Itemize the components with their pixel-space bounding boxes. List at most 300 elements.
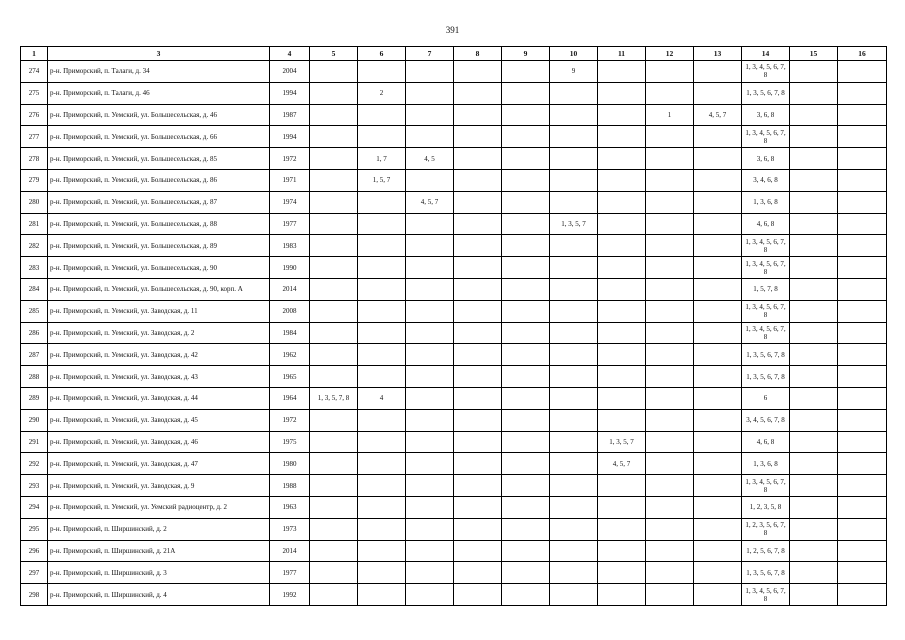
- table-cell: [310, 366, 358, 388]
- table-cell: [358, 540, 406, 562]
- table-cell: [454, 366, 502, 388]
- table-cell: [406, 126, 454, 148]
- column-header: 4: [270, 47, 310, 61]
- year-cell: 2014: [270, 278, 310, 300]
- table-cell: [838, 104, 887, 126]
- table-cell: [646, 584, 694, 606]
- address-cell: р-н. Приморский, п. Уемский, ул. Большесельская, д. 86: [48, 169, 270, 191]
- table-cell: 1, 3, 4, 5, 6, 7, 8: [742, 257, 790, 279]
- table-cell: 1, 2, 3, 5, 6, 7, 8: [742, 518, 790, 540]
- table-cell: [838, 82, 887, 104]
- table-row: [21, 126, 887, 148]
- table-cell: [838, 235, 887, 257]
- year-cell: 1975: [270, 431, 310, 453]
- table-cell: [790, 366, 838, 388]
- table-cell: [454, 387, 502, 409]
- table-cell: [502, 453, 550, 475]
- table-row: [21, 148, 887, 170]
- table-cell: [406, 562, 454, 584]
- table-cell: [454, 169, 502, 191]
- address-cell: р-н. Приморский, п. Уемский, ул. Большесельская, д. 87: [48, 191, 270, 213]
- column-header: 7: [406, 47, 454, 61]
- table-cell: 1, 3, 5, 6, 7, 8: [742, 366, 790, 388]
- year-cell: 2004: [270, 61, 310, 83]
- table-cell: 4, 6, 8: [742, 431, 790, 453]
- table-cell: 1, 3, 6, 8: [742, 453, 790, 475]
- table-cell: [454, 409, 502, 431]
- row-number-cell: 294: [21, 496, 48, 518]
- table-cell: [838, 409, 887, 431]
- table-cell: [598, 104, 646, 126]
- table-cell: [310, 518, 358, 540]
- row-number-cell: 279: [21, 169, 48, 191]
- year-cell: 1974: [270, 191, 310, 213]
- table-cell: [838, 126, 887, 148]
- table-cell: [310, 82, 358, 104]
- table-cell: [694, 475, 742, 497]
- table-cell: [502, 104, 550, 126]
- table-cell: [790, 82, 838, 104]
- table-cell: [406, 409, 454, 431]
- table-cell: [694, 126, 742, 148]
- table-cell: [790, 344, 838, 366]
- table-cell: [790, 257, 838, 279]
- row-number-cell: 287: [21, 344, 48, 366]
- table-cell: 1, 5, 7: [358, 169, 406, 191]
- year-cell: 2014: [270, 540, 310, 562]
- table-cell: [838, 344, 887, 366]
- table-row: [21, 584, 887, 606]
- column-header: 8: [454, 47, 502, 61]
- table-row: [21, 431, 887, 453]
- table-cell: 1, 2, 3, 5, 8: [742, 496, 790, 518]
- address-cell: р-н. Приморский, п. Уемский, ул. Большесельская, д. 85: [48, 148, 270, 170]
- table-cell: [838, 213, 887, 235]
- column-header: 11: [598, 47, 646, 61]
- table-cell: [358, 431, 406, 453]
- table-cell: [406, 496, 454, 518]
- table-cell: [790, 540, 838, 562]
- table-cell: [790, 409, 838, 431]
- table-cell: [406, 82, 454, 104]
- row-number-cell: 283: [21, 257, 48, 279]
- table-cell: [454, 257, 502, 279]
- table-cell: 9: [550, 61, 598, 83]
- row-number-cell: 276: [21, 104, 48, 126]
- table-row: [21, 191, 887, 213]
- column-header: 3: [48, 47, 270, 61]
- table-cell: [502, 584, 550, 606]
- table-cell: [646, 344, 694, 366]
- table-cell: [358, 496, 406, 518]
- table-cell: [406, 300, 454, 322]
- table-cell: [694, 169, 742, 191]
- table-row: [21, 366, 887, 388]
- table-cell: [550, 104, 598, 126]
- row-number-cell: 290: [21, 409, 48, 431]
- table-row: [21, 409, 887, 431]
- column-header: 1: [21, 47, 48, 61]
- table-cell: [694, 213, 742, 235]
- table-cell: [310, 257, 358, 279]
- table-cell: 4: [358, 387, 406, 409]
- table-row: [21, 344, 887, 366]
- table-cell: [406, 366, 454, 388]
- table-cell: 4, 6, 8: [742, 213, 790, 235]
- table-cell: [454, 475, 502, 497]
- table-cell: [598, 82, 646, 104]
- table-cell: [694, 431, 742, 453]
- table-cell: [358, 562, 406, 584]
- table-cell: [454, 191, 502, 213]
- table-cell: [790, 496, 838, 518]
- table-cell: [598, 235, 646, 257]
- table-cell: [790, 453, 838, 475]
- table-cell: 1, 3, 5, 6, 7, 8: [742, 82, 790, 104]
- table-cell: [406, 61, 454, 83]
- table-cell: [454, 496, 502, 518]
- table-row: [21, 82, 887, 104]
- table-cell: [598, 344, 646, 366]
- address-cell: р-н. Приморский, п. Ширшинский, д. 4: [48, 584, 270, 606]
- table-cell: [598, 257, 646, 279]
- table-cell: [358, 300, 406, 322]
- address-cell: р-н. Приморский, п. Ширшинский, д. 3: [48, 562, 270, 584]
- table-cell: [310, 540, 358, 562]
- table-cell: [502, 126, 550, 148]
- table-cell: [694, 344, 742, 366]
- table-cell: 3, 4, 6, 8: [742, 169, 790, 191]
- row-number-cell: 293: [21, 475, 48, 497]
- table-cell: [310, 235, 358, 257]
- table-cell: 1, 3, 4, 5, 6, 7, 8: [742, 322, 790, 344]
- row-number-cell: 297: [21, 562, 48, 584]
- table-cell: [406, 322, 454, 344]
- table-cell: [694, 496, 742, 518]
- year-cell: 1987: [270, 104, 310, 126]
- table-cell: [598, 518, 646, 540]
- table-cell: [454, 235, 502, 257]
- table-cell: 4, 5, 7: [406, 191, 454, 213]
- table-cell: [646, 61, 694, 83]
- table-cell: [310, 496, 358, 518]
- row-number-cell: 278: [21, 148, 48, 170]
- table-cell: [838, 169, 887, 191]
- table-cell: 1: [646, 104, 694, 126]
- table-cell: [310, 562, 358, 584]
- table-row: [21, 104, 887, 126]
- table-cell: [454, 61, 502, 83]
- table-cell: [310, 213, 358, 235]
- year-cell: 1972: [270, 409, 310, 431]
- table-cell: [646, 148, 694, 170]
- table-row: [21, 453, 887, 475]
- table-cell: [406, 518, 454, 540]
- table-row: [21, 278, 887, 300]
- table-row: [21, 562, 887, 584]
- table-cell: [598, 213, 646, 235]
- year-cell: 1971: [270, 169, 310, 191]
- table-cell: [550, 300, 598, 322]
- table-cell: [694, 584, 742, 606]
- table-cell: [790, 387, 838, 409]
- table-cell: [358, 278, 406, 300]
- table-cell: [310, 169, 358, 191]
- table-cell: [694, 387, 742, 409]
- table-cell: 1, 3, 4, 5, 6, 7, 8: [742, 584, 790, 606]
- address-cell: р-н. Приморский, п. Уемский, ул. Большесельская, д. 90, корп. А: [48, 278, 270, 300]
- year-cell: 1983: [270, 235, 310, 257]
- table-cell: [502, 300, 550, 322]
- table-cell: [502, 235, 550, 257]
- address-cell: р-н. Приморский, п. Уемский, ул. Заводская, д. 9: [48, 475, 270, 497]
- table-cell: [790, 278, 838, 300]
- year-cell: 1984: [270, 322, 310, 344]
- row-number-cell: 277: [21, 126, 48, 148]
- header-row: [21, 47, 887, 61]
- table-cell: [358, 235, 406, 257]
- table-cell: [790, 322, 838, 344]
- table-cell: [694, 366, 742, 388]
- table-cell: [790, 431, 838, 453]
- table-cell: [790, 104, 838, 126]
- table-cell: [406, 169, 454, 191]
- table-cell: [358, 475, 406, 497]
- year-cell: 1994: [270, 126, 310, 148]
- table-cell: 1, 3, 5, 7: [598, 431, 646, 453]
- table-cell: [838, 366, 887, 388]
- table-cell: [310, 344, 358, 366]
- table-cell: [550, 366, 598, 388]
- table-cell: [358, 322, 406, 344]
- table-cell: [838, 540, 887, 562]
- table-row: [21, 475, 887, 497]
- year-cell: 2008: [270, 300, 310, 322]
- table-cell: [694, 562, 742, 584]
- table-cell: [550, 475, 598, 497]
- table-cell: [502, 518, 550, 540]
- table-cell: [550, 235, 598, 257]
- table-cell: [358, 409, 406, 431]
- table-cell: [598, 475, 646, 497]
- table-cell: [550, 518, 598, 540]
- table-cell: [310, 278, 358, 300]
- year-cell: 1963: [270, 496, 310, 518]
- table-cell: [646, 475, 694, 497]
- table-cell: [502, 540, 550, 562]
- table-cell: [550, 322, 598, 344]
- address-cell: р-н. Приморский, п. Уемский, ул. Заводская, д. 45: [48, 409, 270, 431]
- column-header: 5: [310, 47, 358, 61]
- address-cell: р-н. Приморский, п. Уемский, ул. Заводская, д. 46: [48, 431, 270, 453]
- column-header: 12: [646, 47, 694, 61]
- table-cell: [646, 518, 694, 540]
- table-cell: [646, 366, 694, 388]
- table-cell: [646, 126, 694, 148]
- table-cell: 3, 4, 5, 6, 7, 8: [742, 409, 790, 431]
- table-cell: [454, 562, 502, 584]
- table-cell: [694, 540, 742, 562]
- column-header: 13: [694, 47, 742, 61]
- table-cell: [694, 322, 742, 344]
- table-cell: [838, 322, 887, 344]
- table-cell: [406, 540, 454, 562]
- table-cell: [310, 126, 358, 148]
- table-cell: 4, 5, 7: [598, 453, 646, 475]
- table-cell: [454, 278, 502, 300]
- table-cell: [550, 169, 598, 191]
- table-cell: [598, 562, 646, 584]
- table-cell: [502, 61, 550, 83]
- table-cell: [694, 82, 742, 104]
- table-cell: [838, 257, 887, 279]
- address-cell: р-н. Приморский, п. Уемский, ул. Заводская, д. 43: [48, 366, 270, 388]
- table-cell: [550, 344, 598, 366]
- year-cell: 1972: [270, 148, 310, 170]
- table-cell: [502, 387, 550, 409]
- table-cell: [838, 562, 887, 584]
- table-cell: [358, 213, 406, 235]
- table-cell: [406, 387, 454, 409]
- address-cell: р-н. Приморский, п. Уемский, ул. Заводская, д. 42: [48, 344, 270, 366]
- year-cell: 1977: [270, 562, 310, 584]
- row-number-cell: 284: [21, 278, 48, 300]
- table-cell: [454, 518, 502, 540]
- table-cell: [790, 584, 838, 606]
- table-cell: [838, 518, 887, 540]
- table-row: [21, 496, 887, 518]
- table-cell: 1, 3, 5, 6, 7, 8: [742, 344, 790, 366]
- table-cell: [598, 496, 646, 518]
- table-cell: [790, 562, 838, 584]
- table-cell: [838, 431, 887, 453]
- row-number-cell: 281: [21, 213, 48, 235]
- table-cell: [790, 126, 838, 148]
- table-cell: [406, 213, 454, 235]
- table-cell: [406, 257, 454, 279]
- table-cell: 6: [742, 387, 790, 409]
- table-row: [21, 518, 887, 540]
- table-row: [21, 387, 887, 409]
- row-number-cell: 285: [21, 300, 48, 322]
- column-header: 10: [550, 47, 598, 61]
- address-cell: р-н. Приморский, п. Ширшинский, д. 21А: [48, 540, 270, 562]
- table-cell: [358, 584, 406, 606]
- table-cell: [694, 453, 742, 475]
- table-cell: [790, 148, 838, 170]
- address-cell: р-н. Приморский, п. Уемский, ул. Заводская, д. 44: [48, 387, 270, 409]
- table-cell: [406, 278, 454, 300]
- year-cell: 1988: [270, 475, 310, 497]
- table-cell: [694, 518, 742, 540]
- table-cell: [454, 344, 502, 366]
- table-cell: [646, 453, 694, 475]
- address-cell: р-н. Приморский, п. Уемский, ул. Большесельская, д. 89: [48, 235, 270, 257]
- table-row: [21, 235, 887, 257]
- table-cell: [454, 300, 502, 322]
- table-cell: [550, 431, 598, 453]
- table-cell: [646, 387, 694, 409]
- table-cell: [646, 300, 694, 322]
- table-cell: 3, 6, 8: [742, 104, 790, 126]
- table-cell: [550, 387, 598, 409]
- table-cell: [790, 300, 838, 322]
- table-cell: [694, 300, 742, 322]
- table-cell: 1, 3, 4, 5, 6, 7, 8: [742, 126, 790, 148]
- column-header: 15: [790, 47, 838, 61]
- table-cell: [598, 584, 646, 606]
- table-cell: [550, 584, 598, 606]
- table-cell: [598, 61, 646, 83]
- table-cell: [646, 213, 694, 235]
- table-row: [21, 300, 887, 322]
- column-header: 16: [838, 47, 887, 61]
- table-cell: [646, 191, 694, 213]
- table-cell: [790, 191, 838, 213]
- table-cell: [358, 453, 406, 475]
- table-cell: [550, 126, 598, 148]
- row-number-cell: 286: [21, 322, 48, 344]
- table-cell: [454, 431, 502, 453]
- column-header: 9: [502, 47, 550, 61]
- table-cell: [598, 366, 646, 388]
- table-cell: [502, 496, 550, 518]
- table-cell: [406, 584, 454, 606]
- table-cell: [598, 126, 646, 148]
- table-cell: [310, 191, 358, 213]
- table-cell: [502, 169, 550, 191]
- table-cell: [550, 82, 598, 104]
- table-cell: [838, 453, 887, 475]
- table-cell: [838, 278, 887, 300]
- row-number-cell: 274: [21, 61, 48, 83]
- table-cell: [598, 322, 646, 344]
- row-number-cell: 292: [21, 453, 48, 475]
- table-cell: [358, 257, 406, 279]
- table-cell: [838, 496, 887, 518]
- table-row: [21, 322, 887, 344]
- table-cell: [502, 475, 550, 497]
- table-cell: [406, 453, 454, 475]
- table-cell: [406, 344, 454, 366]
- table-cell: [502, 148, 550, 170]
- address-cell: р-н. Приморский, п. Ширшинский, д. 2: [48, 518, 270, 540]
- row-number-cell: 289: [21, 387, 48, 409]
- table-cell: 1, 3, 4, 5, 6, 7, 8: [742, 300, 790, 322]
- address-cell: р-н. Приморский, п. Уемский, ул. Заводская, д. 11: [48, 300, 270, 322]
- table-cell: [790, 235, 838, 257]
- row-number-cell: 280: [21, 191, 48, 213]
- table-cell: [550, 453, 598, 475]
- address-cell: р-н. Приморский, п. Уемский, ул. Уемский радиоцентр, д. 2: [48, 496, 270, 518]
- table-cell: 1, 3, 5, 6, 7, 8: [742, 562, 790, 584]
- row-number-cell: 295: [21, 518, 48, 540]
- year-cell: 1994: [270, 82, 310, 104]
- table-cell: [406, 104, 454, 126]
- table-cell: [646, 409, 694, 431]
- table-cell: [406, 475, 454, 497]
- table-cell: [838, 61, 887, 83]
- table-row: [21, 61, 887, 83]
- year-cell: 1973: [270, 518, 310, 540]
- table-cell: 1, 3, 4, 5, 6, 7, 8: [742, 475, 790, 497]
- table-cell: [790, 61, 838, 83]
- table-cell: [310, 104, 358, 126]
- table-cell: [310, 148, 358, 170]
- table-cell: [502, 431, 550, 453]
- year-cell: 1964: [270, 387, 310, 409]
- data-table: [20, 46, 887, 606]
